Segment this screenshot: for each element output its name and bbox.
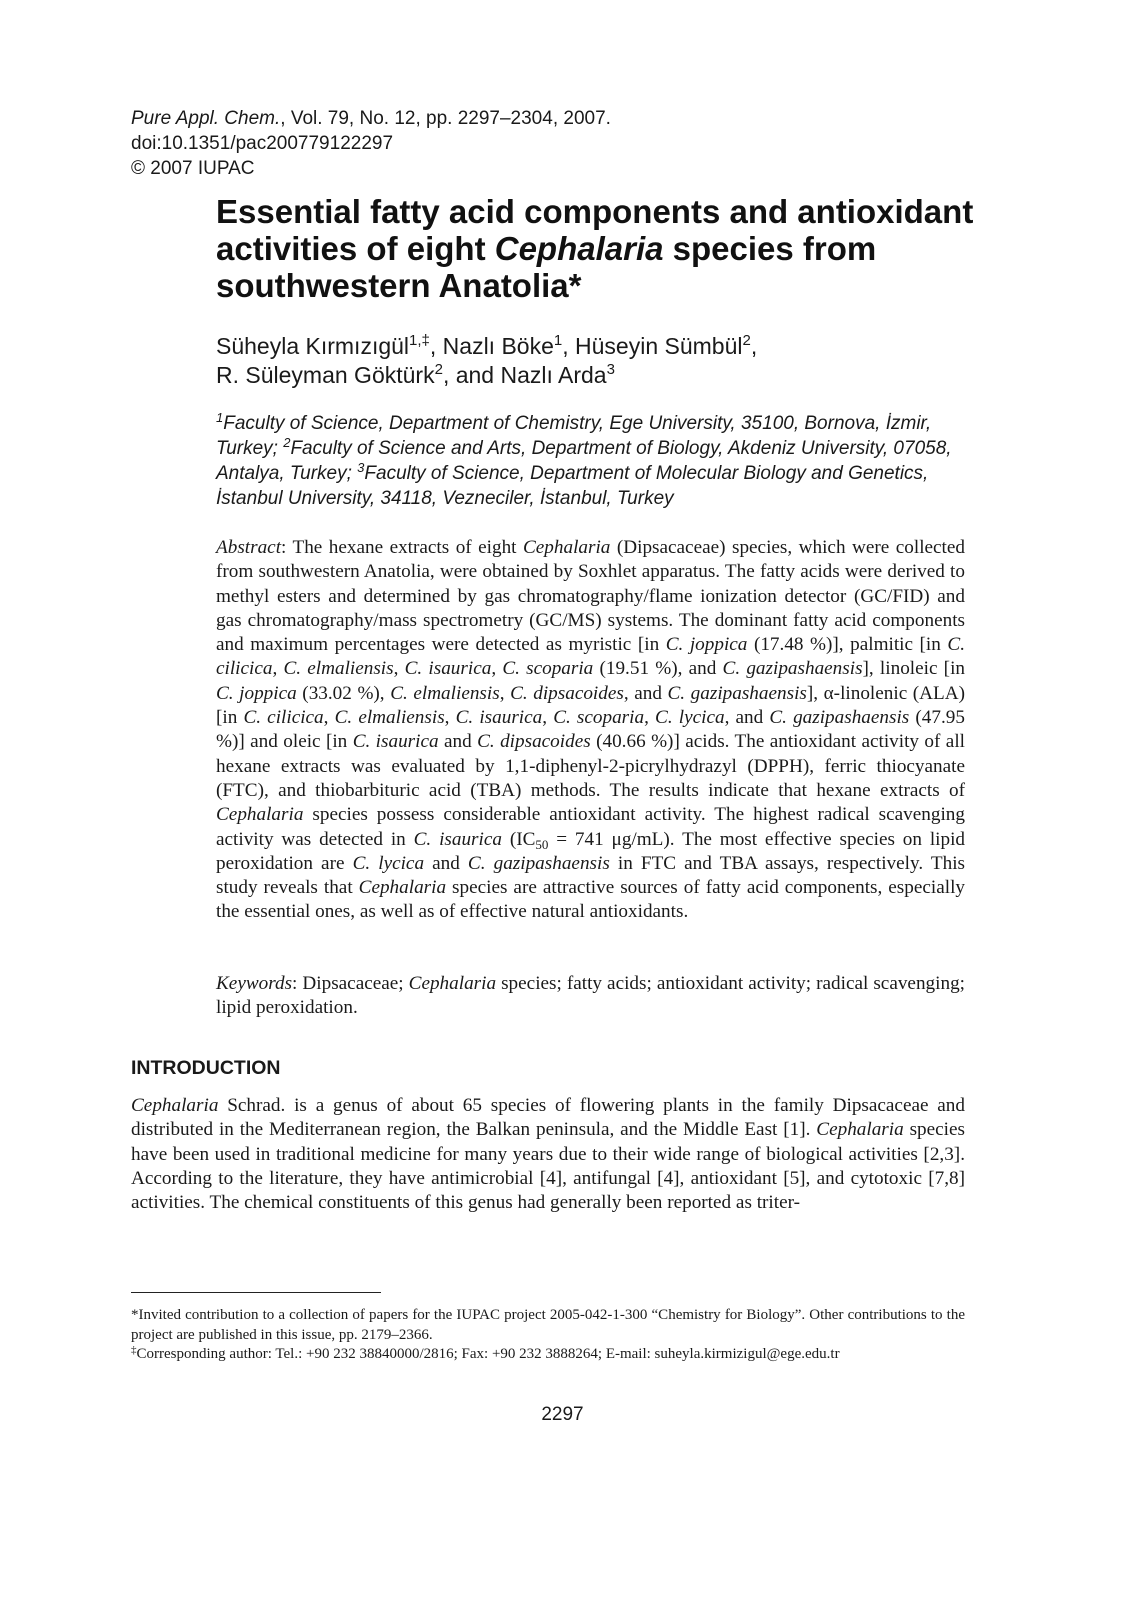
abstract-text: = 741 μg/mL). The most effective species on lipid peroxidation are [216, 828, 966, 874]
abstract-text: ], linoleic [in [862, 658, 965, 680]
abstract-text-italic: C. lycica [352, 852, 425, 874]
intro-text-italic: Cephalaria [816, 1119, 904, 1141]
abstract-text-italic: C. isaurica [413, 828, 502, 850]
abstract-text-italic: C. cilicica [216, 634, 965, 680]
author-separator: , [442, 362, 456, 388]
author-name: Süheyla Kırmızıgül [216, 333, 410, 359]
affiliations [216, 411, 976, 511]
abstract-text: , and [623, 682, 668, 704]
footnote-corresponding-text: Corresponding author: Tel.: +90 232 38840000/2816; Fax: +90 232 3888264; E-mail: suheyla.kirmizigul@ege.edu.tr [136, 1346, 840, 1362]
doi: doi:10.1351/pac200779122297 [131, 133, 394, 154]
author-name: Nazlı Böke [442, 333, 554, 359]
abstract-text-italic: C. scoparia [553, 707, 645, 729]
author-separator: , [429, 333, 443, 359]
abstract-text-italic: C. scoparia [502, 658, 594, 680]
abstract-text-italic: Cephalaria [522, 537, 611, 558]
abstract-text: (47.95 %)] and oleic [in [216, 707, 965, 753]
author-separator: , [562, 333, 576, 359]
abstract-text-italic: C. gazipashaensis [769, 707, 910, 729]
affiliation-text: Faculty of Science, Department of Molecular Biology and Genetics, İstanbul University, 34118, Vezneciler, İstanbul, Turkey [216, 463, 929, 509]
abstract-text: , [499, 682, 511, 704]
affiliation-number: 1 [216, 410, 224, 425]
footnote-corresponding [131, 1345, 965, 1365]
abstract-text: , [491, 658, 503, 680]
abstract-text: , [444, 707, 456, 729]
footnotes [131, 1306, 965, 1365]
title-part-2: species from southwestern Anatolia* [216, 230, 877, 304]
abstract-text: ], α-linolenic (ALA) [in [216, 682, 965, 729]
abstract-text-italic: Cephalaria [216, 804, 304, 826]
abstract-text: species are attractive sources of fatty acid components, especially the essential ones, as well as of effective natural antioxidants. [216, 877, 965, 923]
abstract-text: (33.02 %), [296, 682, 391, 704]
abstract-text-italic: C. cilicica [243, 707, 324, 729]
abstract-label: Abstract [216, 537, 282, 558]
abstract-text: (IC [501, 828, 536, 850]
section-heading-introduction: INTRODUCTION [131, 1057, 281, 1079]
abstract-text-italic: C. dipsacoides [510, 682, 624, 704]
keywords-label: Keywords [216, 973, 293, 994]
abstract-text-italic: C. joppica [665, 634, 748, 656]
keywords [216, 972, 965, 1021]
author-name: Hüseyin Sümbül [575, 333, 743, 359]
introduction-paragraph [131, 1094, 965, 1215]
abstract-text-italic: C. isaurica [404, 658, 492, 680]
abstract-text-italic: C. isaurica [455, 707, 543, 729]
abstract-text-italic: C. elmaliensis [334, 707, 445, 729]
abstract-text: in FTC and TBA assays, respectively. This study reveals that [216, 852, 965, 899]
author-affiliation-mark: 3 [606, 361, 615, 378]
abstract-text-italic: C. isaurica [352, 731, 439, 753]
intro-text-italic: Cephalaria [131, 1095, 219, 1116]
abstract-text: (17.48 %)], palmitic [in [747, 634, 948, 656]
author-affiliation-mark: 1,‡ [409, 332, 430, 349]
author-name: and Nazlı Arda [455, 362, 607, 388]
abstract-text-italic: C. gazipashaensis [667, 682, 807, 704]
abstract-text: : The hexane extracts of eight [281, 537, 523, 558]
footnote-divider [131, 1292, 381, 1293]
journal-name: Pure Appl. Chem. [131, 108, 281, 129]
abstract-text: (Dipsacaceae) species, which were collected from southwestern Anatolia, were obtained by Soxhlet apparatus. The fatty acids were derived to methyl esters and determined by gas chromatography/flame ionization detector (GC/FID) and gas chromatography/mass spectrometry (GC/MS) systems. The dominant fatty acid components and maximum percentages were detected as myristic [in [216, 537, 965, 656]
abstract-text-italic: C. lycica [655, 707, 725, 729]
abstract-text-italic: C. gazipashaensis [722, 658, 863, 680]
affiliation-number: 3 [357, 460, 365, 475]
abstract-text: (40.66 %)] acids. The antioxidant activity of all hexane extracts was evaluated by 1,1-diphenyl-2-picrylhydrazyl (DPPH), ferric thiocyanate (FTC), and thiobarbituric acid (TBA) methods. The results indicate that hexane extracts of [216, 731, 965, 801]
author-separator: , [750, 333, 758, 359]
affiliation-text: Faculty of Science and Arts, Department of Biology, Akdeniz University, 07058, Antalya, Turkey; [216, 438, 952, 484]
author-list [216, 332, 996, 390]
abstract-text: and [424, 852, 468, 874]
abstract-text: , [644, 707, 656, 729]
keywords-text: species; fatty acids; antioxidant activity; radical scavenging; lipid peroxidation. [216, 973, 965, 1019]
author-affiliation-mark: 1 [553, 332, 563, 349]
title-part-1: Essential fatty acid components and antioxidant activities of eight [216, 193, 974, 267]
abstract-text: , [393, 658, 405, 680]
intro-text: Schrad. is a genus of about 65 species of flowering plants in the family Dipsacaceae and distributed in the Mediterranean region, the Balkan peninsula, and the Middle East [1]. [131, 1095, 965, 1141]
abstract-text-italic: C. gazipashaensis [467, 852, 610, 874]
ic50-subscript: 50 [535, 836, 549, 852]
abstract [216, 536, 965, 925]
abstract-text: , [323, 707, 335, 729]
abstract-text-italic: C. elmaliensis [390, 682, 500, 704]
keywords-text-italic: Cephalaria [408, 973, 497, 994]
abstract-text-italic: Cephalaria [358, 877, 447, 899]
abstract-text: (19.51 %), and [593, 658, 723, 680]
copyright: © 2007 IUPAC [131, 158, 255, 179]
journal-volume-pages: , Vol. 79, No. 12, pp. 2297–2304, 2007. [280, 108, 611, 129]
abstract-text-italic: C. dipsacoides [477, 731, 591, 753]
author-affiliation-mark: 2 [434, 361, 443, 378]
abstract-text: , and [724, 707, 770, 729]
abstract-text: , [272, 658, 284, 680]
author-affiliation-mark: 2 [742, 332, 751, 349]
paper-title [216, 193, 1006, 304]
journal-header [131, 106, 611, 181]
affiliation-text: Faculty of Science, Department of Chemistry, Ege University, 35100, Bornova, İzmir, Turkey; [216, 413, 932, 459]
footnote-mark: ‡ [131, 1344, 137, 1356]
abstract-text: species possess considerable antioxidant activity. The highest radical scavenging activity was detected in [216, 804, 965, 850]
keywords-text: : Dipsacaceae; [292, 973, 409, 994]
journal-citation [131, 106, 611, 131]
abstract-text: , [542, 707, 554, 729]
page-number: 2297 [541, 1404, 584, 1425]
abstract-text: and [438, 731, 478, 753]
author-name: R. Süleyman Göktürk [216, 362, 435, 388]
abstract-text-italic: C. elmaliensis [283, 658, 394, 680]
title-genus: Cephalaria [494, 230, 664, 267]
affiliation-number: 2 [283, 435, 291, 450]
footnote-invited: *Invited contribution to a collection of papers for the IUPAC project 2005-042-1-300 “Chemistry for Biology”. Other contributions to the project are published in this issue, pp. 2179–2366. [131, 1307, 965, 1343]
abstract-text-italic: C. joppica [216, 682, 297, 704]
intro-text: species have been used in traditional medicine for many years due to their wide range of biological activities [2,3]. According to the literature, they have antimicrobial [4], antifungal [4], antioxidant [5], and cytotoxic [7,8] activities. The chemical constituents of this genus had generally been reported as triter- [131, 1119, 965, 1214]
